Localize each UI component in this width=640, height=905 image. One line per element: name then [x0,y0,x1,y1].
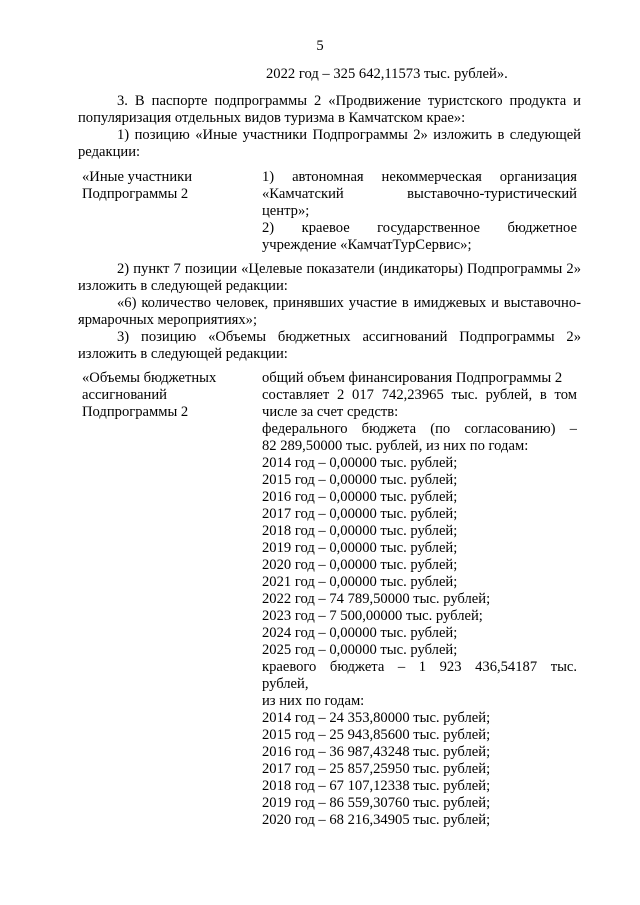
page-number: 5 [316,38,324,54]
t2-federal-line-1: федерального бюджета (по согласованию) – [262,421,577,437]
item-2-line-1: 2) пункт 7 позиции «Целевые показатели (индикаторы) Подпрограммы 2» [117,261,581,277]
regional-year-row: 2016 год – 36 987,43248 тыс. рублей; [262,744,491,760]
item-1-line-1: 1) позицию «Иные участники Подпрограммы 2» изложить в следующей [117,127,581,143]
t1-left-line-1: «Иные участники [82,169,193,185]
item-1-line-2: редакции: [78,144,141,160]
federal-year-row: 2019 год – 0,00000 тыс. рублей; [262,540,458,556]
federal-year-row: 2023 год – 7 500,00000 тыс. рублей; [262,608,483,624]
federal-year-row: 2025 год – 0,00000 тыс. рублей; [262,642,458,658]
regional-year-row: 2017 год – 25 857,25950 тыс. рублей; [262,761,491,777]
t2-regional-line-1: краевого бюджета – 1 923 436,54187 тыс. [262,659,577,675]
t1-right-line-1: 1) автономная некоммерческая организация [262,169,577,185]
t1-right-line-5: учреждение «КамчатТурСервис»; [262,237,472,253]
item-3-line-2: изложить в следующей редакции: [78,346,288,362]
regional-year-row: 2019 год – 86 559,30760 тыс. рублей; [262,795,491,811]
federal-year-row: 2017 год – 0,00000 тыс. рублей; [262,506,458,522]
regional-year-row: 2015 год – 25 943,85600 тыс. рублей; [262,727,491,743]
federal-year-row: 2020 год – 0,00000 тыс. рублей; [262,557,458,573]
item-2-line-2: изложить в следующей редакции: [78,278,288,294]
federal-year-row: 2016 год – 0,00000 тыс. рублей; [262,489,458,505]
paragraph-end-line: 2022 год – 325 642,11573 тыс. рублей». [266,66,508,82]
quote-line-1: «6) количество человек, принявших участие в имиджевых и выставочно- [117,295,581,311]
t2-left-line-2: ассигнований [82,387,167,403]
t1-right-line-2: «Камчатский выставочно-туристический [262,186,577,202]
regional-year-row: 2018 год – 67 107,12338 тыс. рублей; [262,778,491,794]
t1-right-line-3: центр»; [262,203,310,219]
t1-left-line-2: Подпрограммы 2 [82,186,189,202]
t2-total-line-2: составляет 2 017 742,23965 тыс. рублей, в том [262,387,577,403]
item-3-line-1: 3) позицию «Объемы бюджетных ассигнований Подпрограммы 2» [117,329,581,345]
federal-year-row: 2021 год – 0,00000 тыс. рублей; [262,574,458,590]
t2-left-line-3: Подпрограммы 2 [82,404,189,420]
t2-federal-line-2: 82 289,50000 тыс. рублей, из них по годам: [262,438,529,454]
t2-total-line-1: общий объем финансирования Подпрограммы 2 [262,370,563,386]
federal-year-row: 2018 год – 0,00000 тыс. рублей; [262,523,458,539]
quote-line-2: ярмарочных мероприятиях»; [78,312,258,328]
federal-year-row: 2022 год – 74 789,50000 тыс. рублей; [262,591,491,607]
paragraph-3-line-1: 3. В паспорте подпрограммы 2 «Продвижение туристского продукта и [117,93,581,109]
federal-year-row: 2014 год – 0,00000 тыс. рублей; [262,455,458,471]
t1-right-line-4: 2) краевое государственное бюджетное [262,220,577,236]
regional-year-row: 2014 год – 24 353,80000 тыс. рублей; [262,710,491,726]
t2-regional-line-3: из них по годам: [262,693,365,709]
paragraph-3-line-2: популяризация отдельных видов туризма в Камчатском крае»: [78,110,466,126]
t2-total-line-3: числе за счет средств: [262,404,399,420]
regional-year-row: 2020 год – 68 216,34905 тыс. рублей; [262,812,491,828]
federal-year-row: 2015 год – 0,00000 тыс. рублей; [262,472,458,488]
t2-left-line-1: «Объемы бюджетных [82,370,217,386]
t2-regional-line-2: рублей, [262,676,309,692]
federal-year-row: 2024 год – 0,00000 тыс. рублей; [262,625,458,641]
